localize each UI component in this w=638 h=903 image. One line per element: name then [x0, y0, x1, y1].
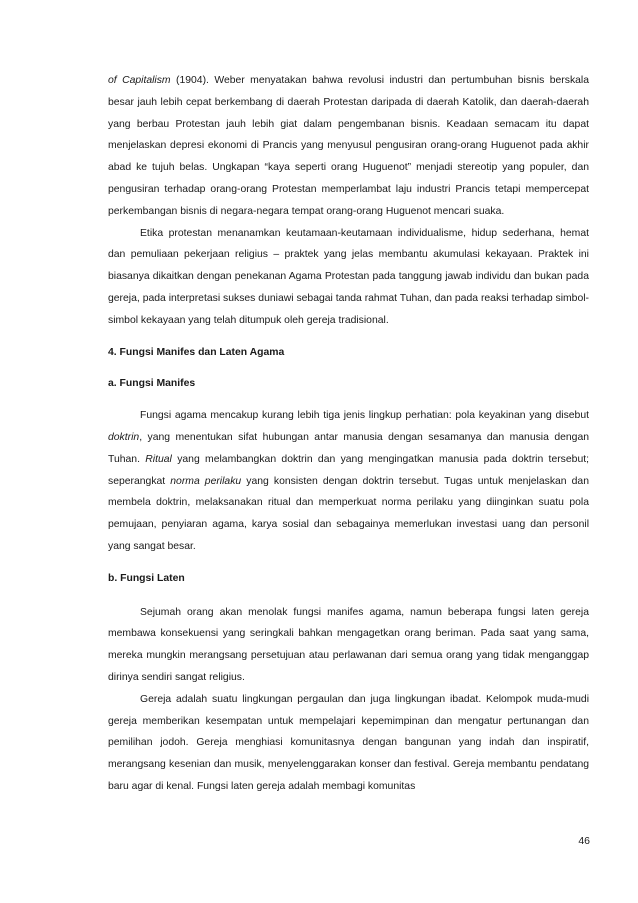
page-body [108, 70, 589, 798]
text-segment: yang melambangkan doktrin dan yang mengingatkan manusia pada doktrin tersebut; seperangkat [108, 453, 589, 487]
subheading-fungsi-laten: b. Fungsi Laten [108, 572, 185, 584]
text-segment: yang konsisten dengan doktrin tersebut. Tugas untuk menjelaskan dan membela doktrin, melaksanakan ritual dan memperkuat norma perilaku yang diinginkan suatu pola pemujaan, penyiaran agama, karya sosial dan sebagainya memerlukan investasi uang dan personil yang sangat besar. [108, 475, 589, 552]
text-segment: Fungsi agama mencakup kurang lebih tiga jenis lingkup perhatian: pola keyakinan yang disebut [140, 410, 589, 422]
paragraph-weber [108, 70, 589, 223]
text-segment: , yang menentukan sifat hubungan antar manusia dengan sesamanya dan manusia dengan Tuhan. [108, 431, 589, 465]
paragraph-fungsi-manifes [108, 405, 589, 558]
term-doktrin: doktrin [108, 431, 140, 443]
book-title-italic: of Capitalism [108, 75, 171, 86]
subheading-fungsi-manifes: a. Fungsi Manifes [108, 378, 196, 390]
term-norma-perilaku: norma perilaku [170, 475, 242, 487]
term-ritual: Ritual [145, 453, 172, 465]
paragraph-fungsi-laten-1: Sejumah orang akan menolak fungsi manifes agama, namun beberapa fungsi laten gereja membawa konsekuensi yang seringkali bahkan mengagetkan orang beriman. Pada saat yang sama, mereka mungkin merangsang persetujuan atau perlawanan dari semua orang yang tidak menganggap dirinya sendiri sangat religius. [108, 606, 589, 683]
paragraph-fungsi-laten-2: Gereja adalah suatu lingkungan pergaulan dan juga lingkungan ibadat. Kelompok muda-mudi gereja memberikan kesempatan untuk mempelajari kepemimpinan dan mengatur pertunangan dan pemilihan jodoh. Gereja menghiasi komunitasnya dengan bangunan yang indah dan inspiratif, merangsang kesenian dan musik, menyelenggarakan konser dan festival. Gereja membantu pendatang baru agar di kenal. Fungsi laten gereja adalah membagi komunitas [108, 693, 589, 792]
paragraph-weber-text: (1904). Weber menyatakan bahwa revolusi industri dan pertumbuhan bisnis berskala besar jauh lebih cepat berkembang di daerah Protestan daripada di daerah Katolik, dan daerah-daerah yang berbau Protestan jauh lebih giat dalam pengembanan bisnis. Keadaan semacam itu dapat menjelaskan depresi ekonomi di Prancis yang menyusul pengusiran orang-orang Huguenot pada akhir abad ke tujuh belas. Ungkapan “kaya seperti orang Huguenot” menjadi stereotip yang populer, dan pengusiran terhadap orang-orang Protestan memperlambat laju industri Prancis tetapi mempercepat perkembangan bisnis di negara-negara tempat orang-orang Huguenot mencari suaka. [108, 75, 590, 217]
paragraph-etika-protestan: Etika protestan menanamkan keutamaan-keutamaan individualisme, hidup sederhana, hemat dan pemuliaan pekerjaan religius – praktek yang jelas membantu akumulasi kekayaan. Praktek ini biasanya dikaitkan dengan penekanan Agama Protestan pada tanggung jawab individu dan bukan pada gereja, pada interpretasi sukses duniawi sebagai tanda rahmat Tuhan, dan pada reaksi terhadap simbol-simbol kekayaan yang telah ditumpuk oleh gereja tradisional. [108, 227, 589, 326]
page-number: 46 [578, 835, 590, 847]
section-heading-fungsi-agama: 4. Fungsi Manifes dan Laten Agama [108, 346, 285, 358]
